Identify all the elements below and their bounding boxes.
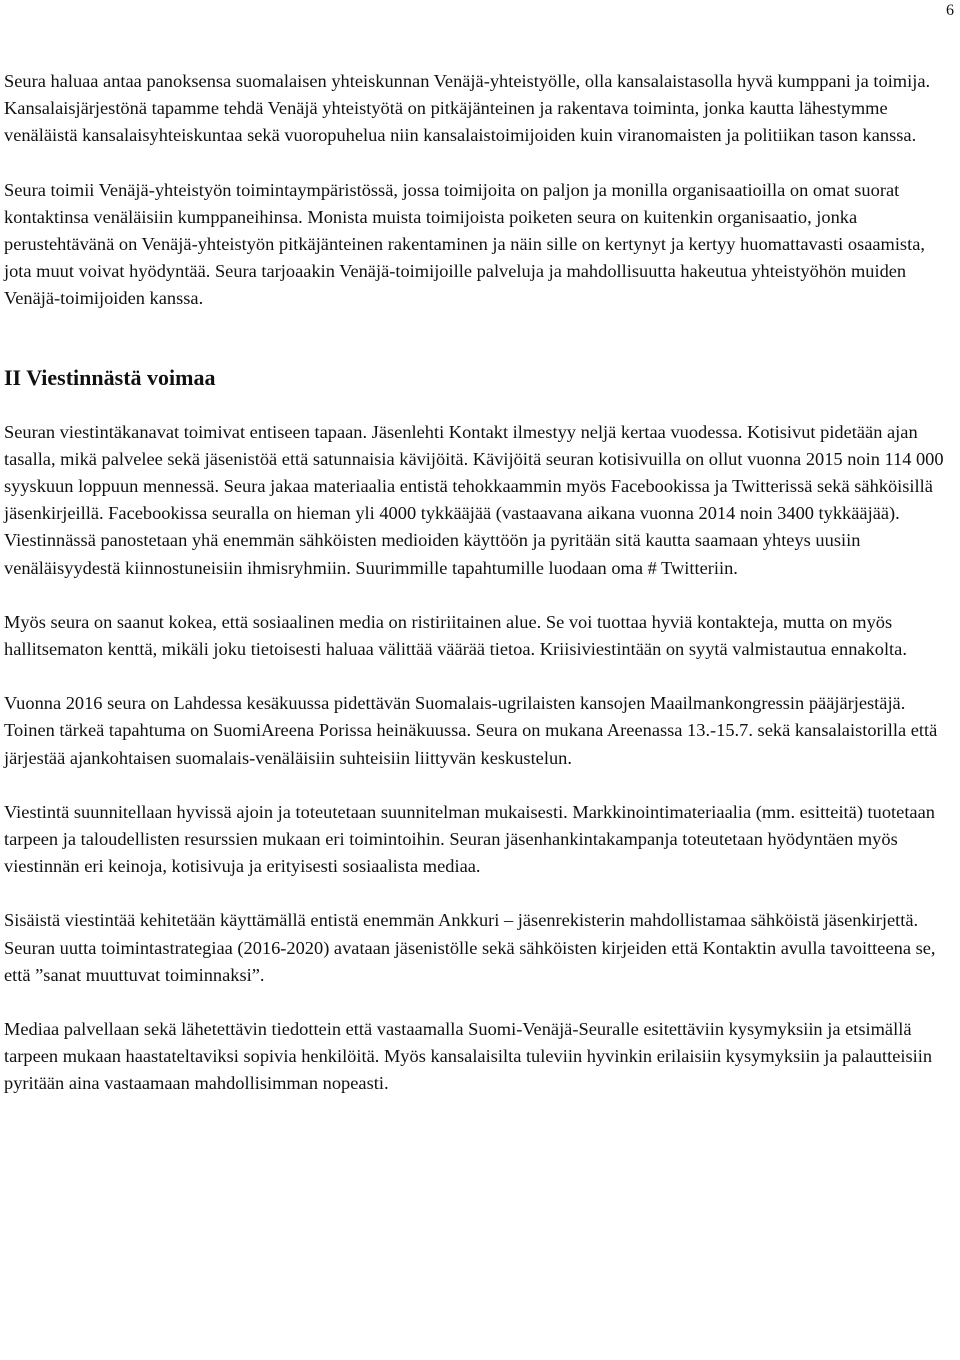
paragraph-toimintaymparisto: Seura toimii Venäjä-yhteistyön toimintaympäristössä, jossa toimijoita on paljon ja monilla organisaatioilla on omat suorat kontaktinsa venäläisiin kumppaneihinsa. Monista muista toimijoista poiketen seura on kuitenkin organisaatio, jonka perustehtävänä on Venäjä-yhteistyön pitkäjänteinen rakentaminen ja näin sille on kertynyt ja kertyy huomattavasti osaamista, jota muut voivat hyödyntää. Seura tarjoaakin Venäjä-toimijoille palveluja ja mahdollisuutta hakeutua yhteistyöhön muiden Venäjä-toimijoiden kanssa. [4, 179, 925, 309]
document-body [4, 68, 952, 1125]
paragraph-sosiaalinen-media: Myös seura on saanut kokea, että sosiaalinen media on ristiriitainen alue. Se voi tuottaa hyviä kontakteja, mutta on myös hallitsematon kenttä, mikäli joku tietoisesti haluaa välittää väärää tietoa. Kriisiviestintään on syytä valmistautua ennakolta. [4, 611, 907, 660]
paragraph-seura-panos: Seura haluaa antaa panoksensa suomalaisen yhteiskunnan Venäjä-yhteistyölle, olla kansalaistasolla hyvä kumppani ja toimija. Kansalaisjärjestönä tapamme tehdä Venäjä yhteistyötä on pitkäjänteinen ja rakentava toiminta, jonka kautta lähestymme venäläistä kansalaisyhteiskuntaa sekä vuoropuhelua niin kansalaistoimijoiden kuin viranomaisten ja politiikan tason kanssa. [4, 71, 931, 146]
paragraph-viestinnan-suunnittelu: Viestintä suunnitellaan hyvissä ajoin ja toteutetaan suunnitelman mukaisesti. Markkinointimateriaalia (mm. esitteitä) tuotetaan tarpeen ja taloudellisten resurssien mukaan eri toimintoihin. Seuran jäsenhankintakampanja toteutetaan hyödyntäen myös viestinnän eri keinoja, kotisivuja ja erityisesti sosiaalista mediaa. [4, 801, 935, 877]
paragraph-sisainen-viestinta: Sisäistä viestintää kehitetään käyttämällä entistä enemmän Ankkuri – jäsenrekisterin mahdollistamaa sähköistä jäsenkirjettä. Seuran uutta toimintastrategiaa (2016-2020) avataan jäsenistölle sekä sähköisten kirjeiden että Kontaktin avulla tavoitteena se, että ”sanat muuttuvat toiminnaksi”. [4, 910, 936, 985]
section-heading: II Viestinnästä voimaa [4, 364, 216, 390]
paragraph-mediapalvelu: Mediaa palvellaan sekä lähetettävin tiedottein että vastaamalla Suomi-Venäjä-Seuralle esitettäviin kysymyksiin ja etsimällä tarpeen mukaan haastateltaviksi sopivia henkilöitä. Myös kansalaisilta tuleviin hyvinkin erilaisiin kysymyksiin ja palautteisiin pyritään aina vastaamaan mahdollisimman nopeasti. [4, 1019, 933, 1094]
paragraph-viestintakanavat: Seuran viestintäkanavat toimivat entiseen tapaan. Jäsenlehti Kontakt ilmestyy neljä kertaa vuodessa. Kotisivut pidetään ajan tasalla, mikä palvelee sekä jäsenistöä että satunnaisia kävijöitä. Kävijöitä seuran kotisivuilla on ollut vuonna 2015 noin 114 000 syyskuun loppuun mennessä. Seura jakaa materiaalia entistä tehokkaammin myös Facebookissa ja Twitterissä sekä sähköisillä jäsenkirjeillä. Facebookissa seuralla on hieman yli 4000 tykkääjää (vastaavana aikana vuonna 2014 noin 3400 tykkääjää). Viestinnässä panostetaan yhä enemmän sähköisten medioiden käyttöön ja pyritään sitä kautta saamaan yhteys uusiin venäläisyydestä kiinnostuneisiin ihmisryhmiin. Suurimmille tapahtumille luodaan oma # Twitteriin. [4, 421, 944, 578]
page-number: 6 [946, 2, 954, 19]
paragraph-tapahtumat-2016: Vuonna 2016 seura on Lahdessa kesäkuussa pidettävän Suomalais-ugrilaisten kansojen Maailmankongressin pääjärjestäjä. Toinen tärkeä tapahtuma on SuomiAreena Porissa heinäkuussa. Seura on mukana Areenassa 13.-15.7. sekä kansalaistorilla että järjestää ajankohtaisen suomalais-venäläisiin suhteisiin liittyvän keskustelun. [4, 693, 938, 768]
